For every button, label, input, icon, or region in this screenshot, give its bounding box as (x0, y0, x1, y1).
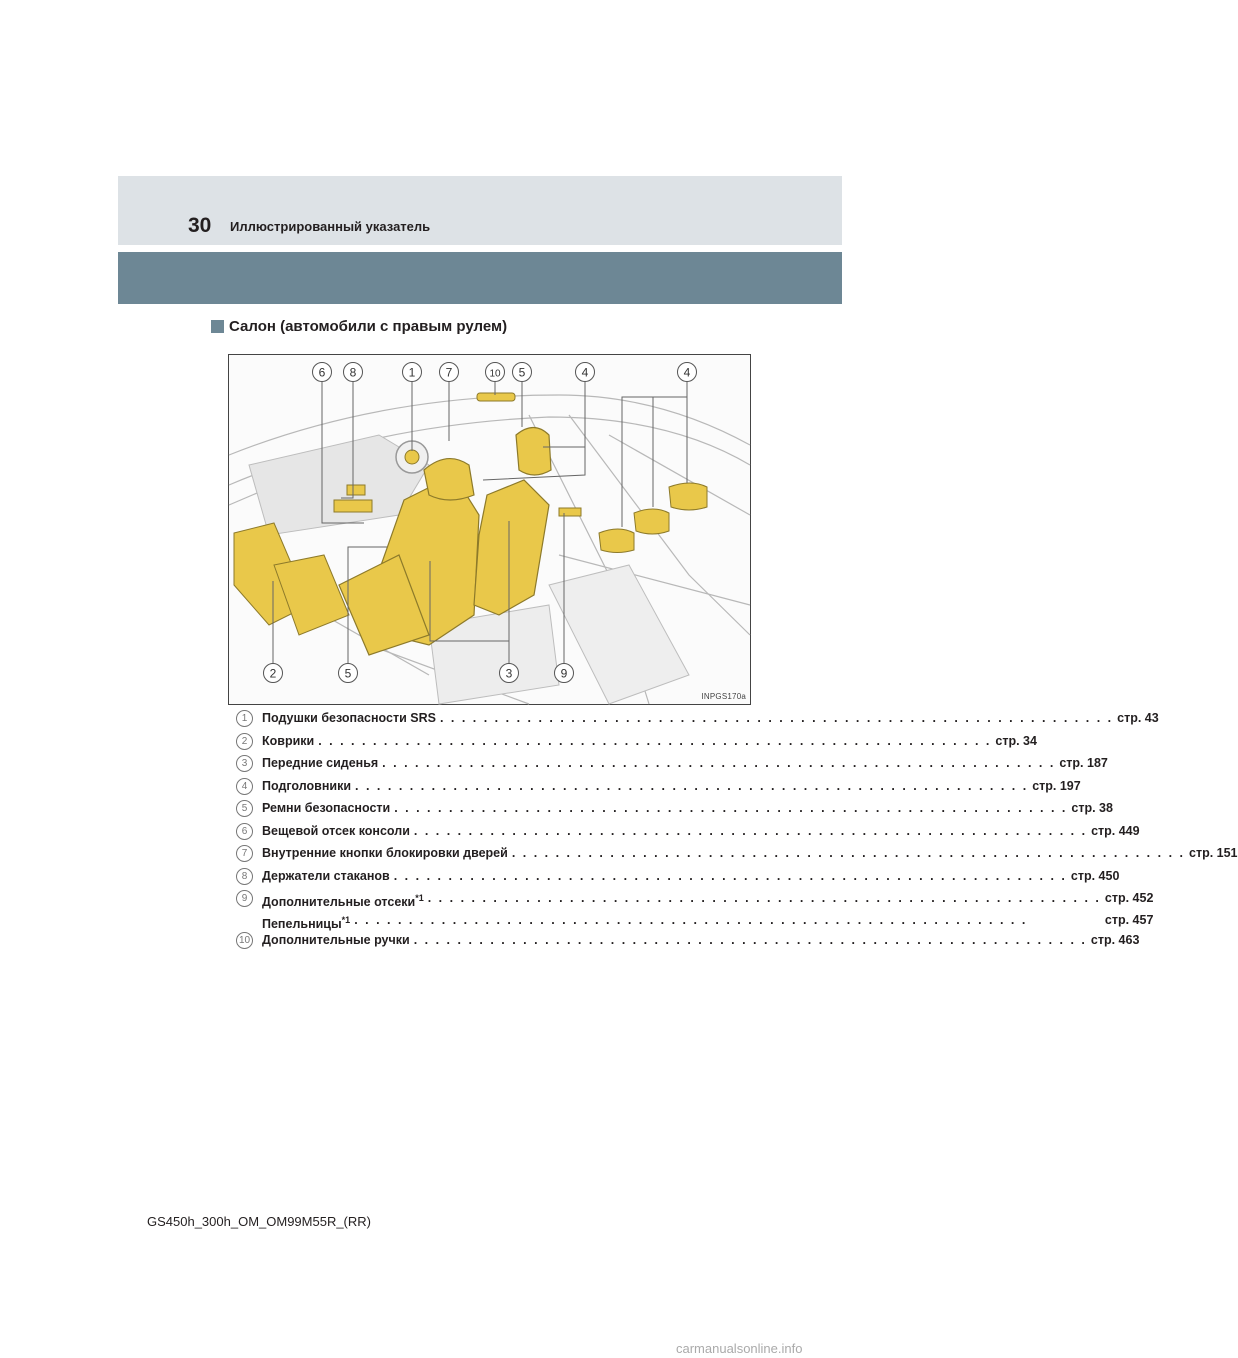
index-label: Коврики (262, 733, 315, 748)
callout-label: 3 (505, 666, 513, 681)
dot-leader (390, 799, 1071, 817)
index-label: Передние сиденья (262, 756, 379, 770)
index-row (236, 931, 1140, 954)
index-label: Подголовники (262, 778, 352, 793)
index-number: 4 (236, 778, 253, 795)
index-page-ref[interactable]: стр. 187 (1059, 756, 1108, 770)
index-page-ref[interactable]: стр. 449 (1091, 823, 1140, 838)
index-row (236, 889, 1154, 932)
index-row (236, 799, 1113, 822)
header-band (118, 176, 842, 245)
index-number: 2 (236, 733, 253, 750)
index-row (236, 844, 1238, 867)
passenger-seat-shape (474, 480, 549, 615)
index-page-ref[interactable]: стр. 452 (1104, 891, 1154, 905)
dot-leader (390, 867, 1071, 885)
dot-leader (436, 709, 1117, 727)
dot-leader (351, 777, 1032, 795)
section-band (118, 252, 842, 304)
index-label: Ремни безопасности (262, 801, 391, 815)
callouts-top (313, 363, 697, 382)
index-page-ref[interactable]: стр. 151 (1189, 846, 1238, 860)
callout-label: 8 (349, 365, 357, 380)
index-label: Внутренние кнопки блокировки дверей (262, 846, 508, 860)
index-label: Держатели стаканов (262, 868, 390, 883)
index-number: 6 (236, 823, 253, 840)
section-heading (211, 318, 507, 335)
dot-leader (314, 732, 995, 750)
index-row (236, 777, 1081, 800)
footnote-marker: *1 (341, 915, 351, 926)
index-row (236, 822, 1140, 845)
index-page-ref[interactable]: стр. 457 (1104, 913, 1154, 928)
index-number: 8 (236, 868, 253, 885)
watermark[interactable]: carmanualsonline.info (676, 1341, 803, 1356)
dot-leader (350, 911, 1105, 933)
door-pocket-shape (559, 508, 581, 516)
index-number: 5 (236, 800, 253, 817)
page-number: 30 (188, 214, 212, 237)
index-row (236, 754, 1108, 777)
callout-label: 4 (581, 365, 589, 380)
index-page-ref[interactable]: стр. 34 (995, 733, 1037, 748)
index-number: 9 (236, 890, 253, 907)
square-bullet-icon (211, 320, 224, 333)
callout-label: 4 (683, 365, 691, 380)
dot-leader (410, 822, 1091, 840)
index-page-ref[interactable]: стр. 38 (1071, 801, 1113, 815)
index-page-ref[interactable]: стр. 450 (1070, 868, 1120, 883)
dot-leader (378, 754, 1059, 772)
callout-label: 2 (269, 666, 277, 681)
dot-leader (508, 844, 1189, 862)
callout-label: 10 (489, 368, 501, 380)
dot-leader (410, 931, 1091, 949)
index-page-ref[interactable]: стр. 463 (1090, 933, 1140, 947)
index-label: Подушки безопасности SRS (262, 711, 436, 725)
callout-label: 5 (518, 365, 526, 380)
index-number: 1 (236, 710, 253, 727)
index-label: Вещевой отсек консоли (262, 823, 410, 838)
console-box-shape (334, 500, 372, 512)
section-heading-text: Салон (автомобили с правым рулем) (229, 318, 508, 335)
header-title: Иллюстрированный указатель (230, 219, 431, 234)
index-label: Дополнительные отсеки$^{*1}$ (262, 893, 424, 910)
index-number: 10 (236, 932, 253, 949)
index-page-ref[interactable]: стр. 197 (1032, 778, 1081, 793)
index-page-ref[interactable]: стр. 43 (1117, 711, 1159, 725)
index-number: 3 (236, 755, 253, 772)
grip-handle-shape (477, 393, 515, 401)
callout-label: 7 (445, 365, 453, 380)
index-row (236, 732, 1037, 755)
callout-label: 5 (344, 666, 352, 681)
index-label: Пепельницы$^{*1}$ (262, 915, 351, 932)
index-row (236, 867, 1120, 890)
callout-label: 9 (560, 666, 568, 681)
rear-headrest-shape (599, 529, 634, 553)
interior-drawing (229, 355, 750, 704)
index-number: 7 (236, 845, 253, 862)
dot-leader (424, 889, 1105, 911)
footnote-marker: *1 (415, 893, 424, 903)
callout-label: 1 (408, 365, 416, 380)
index-label: Дополнительные ручки (262, 933, 410, 947)
interior-illustration (228, 354, 751, 705)
footer-model-code: GS450h_300h_OM_OM99M55R_(RR) (147, 1214, 371, 1229)
index-row (236, 709, 1159, 732)
index-list (236, 709, 1238, 954)
figure-code: INPGS170a (701, 692, 746, 701)
callout-label: 6 (318, 365, 326, 380)
